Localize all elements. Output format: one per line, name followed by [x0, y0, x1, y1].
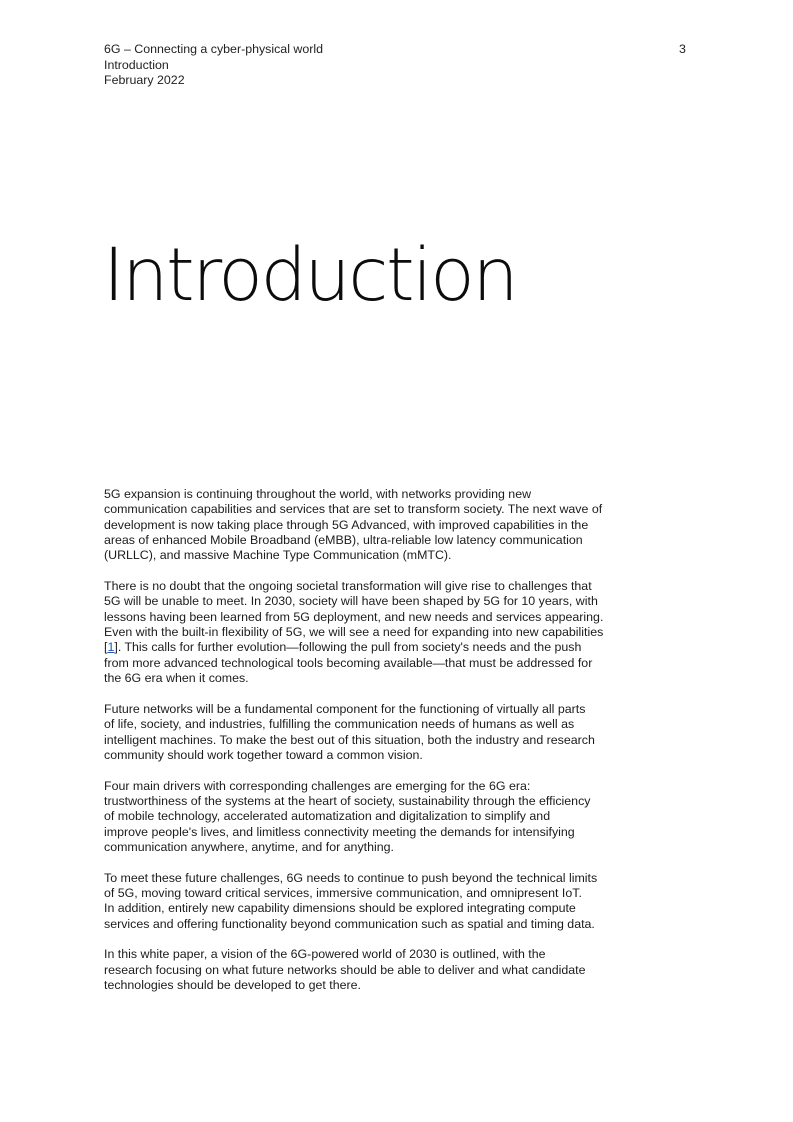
paragraph-4	[104, 779, 664, 856]
text-line: research focusing on what future networks should be able to deliver and what candidate	[104, 962, 586, 977]
text-line: communication anywhere, anytime, and for anything.	[104, 839, 394, 854]
text-line: (URLLC), and massive Machine Type Communication (mMTC).	[104, 548, 452, 563]
paragraph-5	[104, 871, 664, 932]
text-line: Even with the built-in flexibility of 5G, we will see a need for expanding into new capabilities	[104, 625, 604, 640]
running-header	[104, 42, 323, 89]
text-line: development is now taking place through 5G Advanced, with improved capabilities in the	[104, 517, 589, 532]
text-line-with-reference	[104, 640, 664, 655]
text-line: of 5G, moving toward critical services, immersive communication, and omnipresent IoT.	[104, 885, 582, 900]
body-text	[104, 487, 664, 1009]
text-line: of life, society, and industries, fulfilling the communication needs of humans as well as	[104, 717, 575, 732]
text-segment: . This calls for further evolution—following the pull from society's needs and the push	[117, 640, 582, 655]
publication-date: February 2022	[104, 73, 185, 87]
paragraph-6	[104, 947, 664, 993]
document-title: 6G – Connecting a cyber-physical world	[104, 42, 324, 56]
text-line: To meet these future challenges, 6G needs to continue to push beyond the technical limits	[104, 870, 598, 885]
text-line: improve people's lives, and limitless connectivity meeting the demands for intensifying	[104, 824, 575, 839]
text-line: lessons having been learned from 5G deployment, and new needs and services appearing.	[104, 609, 604, 624]
text-line: services and offering functionality beyond communication such as spatial and timing data.	[104, 916, 595, 931]
section-name: Introduction	[104, 57, 169, 72]
text-line: There is no doubt that the ongoing societal transformation will give rise to challenges that	[104, 579, 592, 594]
text-line: communication capabilities and services that are set to transform society. The next wave of	[104, 502, 603, 517]
text-line: from more advanced technological tools becoming available—that must be addressed for	[104, 655, 593, 670]
reference-close-bracket: ]	[114, 640, 118, 655]
text-line: community should work together toward a common vision.	[104, 747, 423, 762]
paragraph-3	[104, 702, 664, 763]
text-line: of mobile technology, accelerated automatization and digitalization to simplify and	[104, 809, 551, 824]
paragraph-1	[104, 487, 664, 564]
text-line: intelligent machines. To make the best out of this situation, both the industry and research	[104, 732, 595, 747]
reference-link-1[interactable]: 1	[107, 640, 115, 655]
text-line: trustworthiness of the systems at the heart of society, sustainability through the efficiency	[104, 793, 591, 808]
text-line: In this white paper, a vision of the 6G-powered world of 2030 is outlined, with the	[104, 947, 546, 962]
text-line: Four main drivers with corresponding challenges are emerging for the 6G era:	[104, 778, 531, 793]
page-number: 3	[679, 42, 686, 56]
reference-open-bracket: [	[104, 640, 108, 655]
text-line: In addition, entirely new capability dimensions should be explored integrating compute	[104, 901, 576, 916]
text-line: technologies should be developed to get there.	[104, 978, 361, 992]
text-line: areas of enhanced Mobile Broadband (eMBB), ultra-reliable low latency communication	[104, 533, 583, 548]
text-line: 5G will be unable to meet. In 2030, society will have been shaped by 5G for 10 years, with	[104, 594, 598, 609]
text-line: 5G expansion is continuing throughout the world, with networks providing new	[104, 487, 532, 501]
paragraph-2	[104, 579, 664, 686]
text-line: Future networks will be a fundamental component for the functioning of virtually all parts	[104, 701, 586, 716]
page-title: Introduction	[103, 233, 517, 318]
text-line: the 6G era when it comes.	[104, 671, 249, 686]
